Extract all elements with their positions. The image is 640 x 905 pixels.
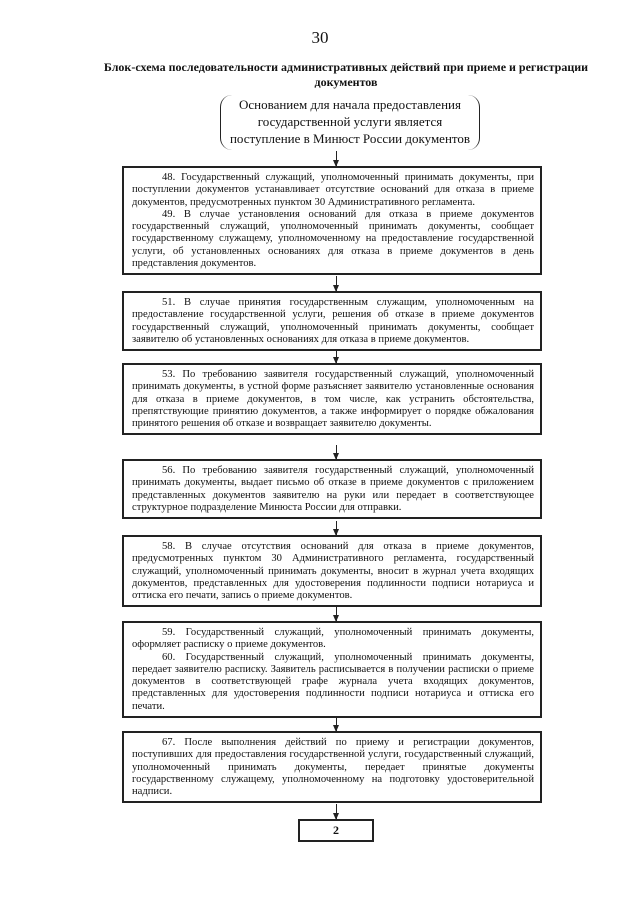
step-box-51	[122, 291, 542, 351]
step-53-text: 53. По требованию заявителя государственный служащий, уполномоченный принимать документы, в устной форме разъясняет заявителю установленные основания для отказа в приеме документов, в том числе, как устранить обстоятельства, препятствующие принятию документов, а также информирует о порядке обжалования принятого решения об отказе и возвращает заявителю документы.	[132, 369, 534, 430]
diagram-title: Блок-схема последовательности административных действий при приеме и регистрации документов	[103, 60, 589, 89]
page-number: 30	[311, 28, 329, 47]
arrow-60-to-67	[336, 717, 337, 731]
step-56-text: 56. По требованию заявителя государственный служащий, уполномоченный принимать документы, выдает письмо об отказе в приеме документов с приложением представленных документов заявителю на руки или передает в соответствующее структурное подразделение Минюста России для отправки.	[132, 465, 534, 513]
arrow-49-to-51	[336, 276, 337, 291]
step-49-text: 49. В случае установления оснований для отказа в приеме документов государственный служащий, уполномоченный принимать документы, сообщает государственному служащему, уполномоченному на предоставление государственной услуги, об установленных основаниях для отказа в приеме документов в день представления документов.	[132, 208, 534, 270]
step-51-text: 51. В случае принятия государственным служащим, уполномоченным на предоставление государственной услуги, решения об отказе в приеме документов государственный служащий, уполномоченный принимать документы, сообщает заявителю об установленных основаниях для отказа в приеме документов.	[132, 297, 534, 345]
step-box-67	[122, 731, 542, 803]
arrow-67-to-end	[336, 804, 337, 819]
step-box-53	[122, 363, 542, 435]
step-67-text: 67. После выполнения действий по приему и регистрации документов, поступивших для предоставления государственной услуги, государственный служащий, уполномоченный принимать документы, передает принятые документы государственному служащему, уполномоченному на подготовку удостоверительной надписи.	[132, 737, 534, 798]
step-59-text: 59. Государственный служащий, уполномоченный принимать документы, оформляет расписку о приеме документов.	[132, 627, 534, 651]
arrow-53-to-56	[336, 445, 337, 459]
step-58-text: 58. В случае отсутствия оснований для отказа в приеме документов, предусмотренных пунктом 30 Административного регламента, государственный служащий, уполномоченный принимать документы, вносит в журнал учета входящих документов, представленных для удостоверения подлинности подписи нотариуса и оттиска его печати, запись о приеме документов.	[132, 541, 534, 602]
step-box-59-60	[122, 621, 542, 718]
start-node: Основанием для начала предоставления государственной услуги является поступление в Минюст России документов	[220, 95, 480, 150]
arrow-58-to-59	[336, 607, 337, 621]
step-60-text: 60. Государственный служащий, уполномоченный принимать документы, передает заявителю расписку. Заявитель расписывается в получении расписки о приеме документов в соответствующей графе журнала учета входящих документов, представленных для удостоверения подлинности подписи нотариуса и оттиска его печати.	[132, 651, 534, 712]
step-box-58	[122, 535, 542, 607]
arrow-start-to-48	[336, 151, 337, 166]
end-connector: 2	[298, 819, 374, 842]
arrow-56-to-58	[336, 521, 337, 535]
step-box-56	[122, 459, 542, 519]
step-box-48-49	[122, 166, 542, 275]
arrow-51-to-53	[336, 349, 337, 363]
step-48-text: 48. Государственный служащий, уполномоченный принимать документы, при поступлении документов устанавливает отсутствие оснований для отказа в приеме документов, предусмотренных пунктом 30 Административного регламента.	[132, 172, 534, 208]
